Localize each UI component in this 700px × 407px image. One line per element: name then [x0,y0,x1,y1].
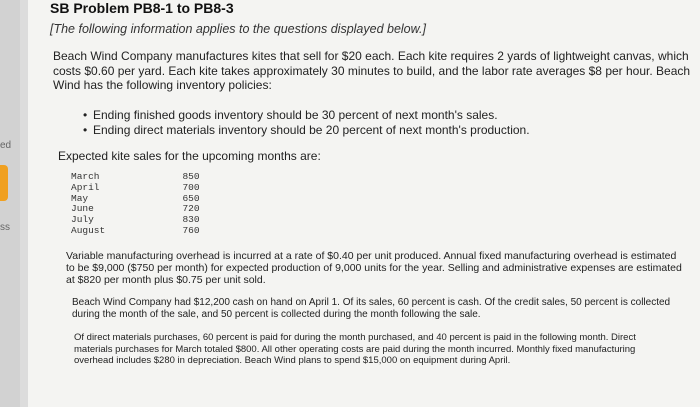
units-cell: 700 [182,181,200,193]
sales-table [71,172,211,237]
left-panel-text: ed [0,140,12,151]
units-cell: 760 [182,224,200,236]
month-cell: May [71,192,89,204]
table-row [71,183,211,194]
table-row [71,226,211,237]
month-cell: June [71,203,94,215]
policy-item: • Ending finished goods inventory should be 30 percent of next month's sales. [83,108,530,123]
left-panel-text: ss [0,222,10,233]
problem-page [28,0,700,407]
units-cell: 720 [182,203,200,215]
month-cell: July [71,214,94,226]
left-panel-highlight [0,165,8,201]
page-subtitle: [The following information applies to the questions displayed below.] [50,22,426,36]
purchases-paragraph: Of direct materials purchases, 60 percent is paid for during the month purchased, and 40 percent is paid in the following month. Direct materials purchases for March totaled $800. All other operating costs are paid during the month incurred. Monthly fixed manufacturing overhead includes $280 in depreciation. Beach Wind plans to spend $15,000 on equipment during April. [74,332,636,366]
cash-paragraph: Beach Wind Company had $12,200 cash on hand on April 1. Of its sales, 60 percent is cash. Of the credit sales, 50 percent is collected during the month of the sale, and 50 percent is collected during the month following the sale. [72,297,671,320]
units-cell: 850 [182,171,200,182]
left-panel-strip [0,0,20,407]
intro-paragraph: Beach Wind Company manufactures kites that sell for $20 each. Each kite requires 2 yards of lightweight canvas, which costs $0.60 per yard. Each kite takes approximately 30 minutes to build, and the labor rate averages $8 per hour. Beach Wind has the following inventory policies: [53,49,691,92]
units-cell: 650 [182,192,200,204]
overhead-paragraph: Variable manufacturing overhead is incurred at a rate of $0.40 per unit produced. Annual fixed manufacturing overhead is estimated to be $9,000 ($750 per month) for expected production of 9,000 units for the year. Selling and administrative expenses are estimated at $820 per month plus $0.75 per unit sold. [66,250,682,286]
month-cell: March [71,171,100,182]
units-cell: 830 [182,214,200,226]
inventory-policies-list [83,108,530,137]
expected-sales-label: Expected kite sales for the upcoming months are: [58,149,321,163]
month-cell: August [71,224,106,236]
month-cell: April [71,181,100,193]
policy-item: • Ending direct materials inventory should be 20 percent of next month's production. [83,123,530,138]
page-title: SB Problem PB8-1 to PB8-3 [50,0,234,16]
